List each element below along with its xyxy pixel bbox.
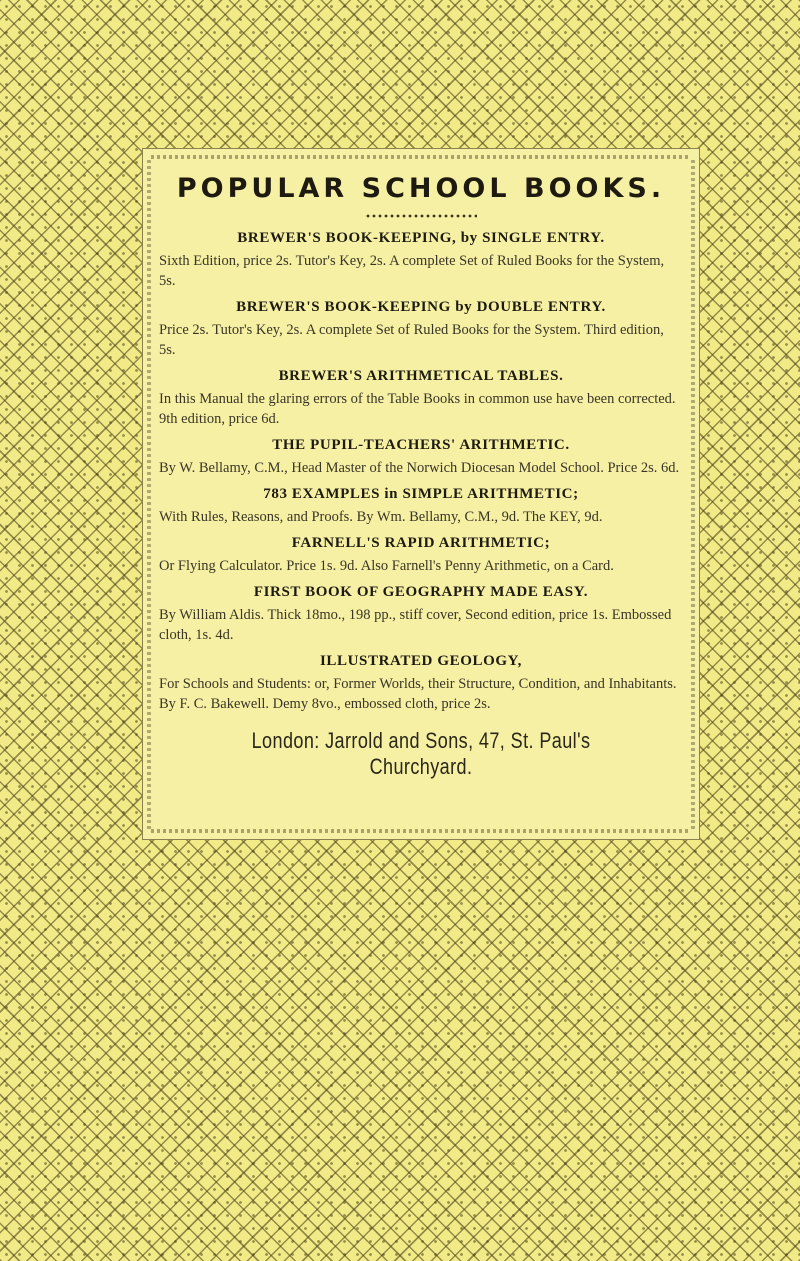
page-title: POPULAR SCHOOL BOOKS.	[176, 173, 666, 204]
book-entry	[159, 653, 683, 714]
book-entry	[159, 230, 683, 291]
book-description: Price 2s. Tutor's Key, 2s. A complete Set of Ruled Books for the System. Third edition, 5s.	[159, 322, 664, 358]
book-entry	[159, 299, 683, 360]
book-heading: ILLUSTRATED GEOLOGY,	[319, 653, 523, 669]
book-entry	[159, 535, 683, 576]
left-border-ornament	[147, 159, 151, 829]
book-description: Sixth Edition, price 2s. Tutor's Key, 2s. A complete Set of Ruled Books for the System, 5s.	[159, 253, 665, 289]
title-ornament	[365, 212, 477, 220]
book-heading: FIRST BOOK OF GEOGRAPHY MADE EASY.	[253, 584, 589, 600]
right-border-ornament	[691, 159, 695, 829]
book-entry	[159, 584, 683, 645]
book-description: By William Aldis. Thick 18mo., 198 pp., stiff cover, Second edition, price 1s. Embossed cloth, 1s. 4d.	[159, 607, 672, 643]
publisher-imprint: London: Jarrold and Sons, 47, St. Paul's Churchyard.	[251, 728, 591, 779]
book-description: For Schools and Students: or, Former Worlds, their Structure, Condition, and Inhabitants. By F. C. Bakewell. Demy 8vo., embossed cloth, price 2s.	[159, 676, 677, 712]
book-entry	[159, 437, 683, 478]
book-entry	[159, 368, 683, 429]
book-heading: FARNELL'S RAPID ARITHMETIC;	[291, 535, 551, 551]
book-entry	[159, 486, 683, 527]
book-description: In this Manual the glaring errors of the Table Books in common use have been corrected. 9th edition, price 6d.	[159, 391, 676, 427]
book-heading: THE PUPIL-TEACHERS' ARITHMETIC.	[272, 437, 570, 453]
advertisement-panel	[142, 148, 700, 840]
book-heading: BREWER'S BOOK-KEEPING by DOUBLE ENTRY.	[236, 299, 606, 315]
book-description: Or Flying Calculator. Price 1s. 9d. Also Farnell's Penny Arithmetic, on a Card.	[159, 558, 614, 574]
book-heading: BREWER'S BOOK-KEEPING, by SINGLE ENTRY.	[237, 230, 605, 246]
book-heading: 783 EXAMPLES in SIMPLE ARITHMETIC;	[263, 486, 579, 502]
book-description: With Rules, Reasons, and Proofs. By Wm. Bellamy, C.M., 9d. The KEY, 9d.	[159, 509, 603, 525]
book-description: By W. Bellamy, C.M., Head Master of the Norwich Diocesan Model School. Price 2s. 6d.	[159, 460, 680, 476]
book-heading: BREWER'S ARITHMETICAL TABLES.	[278, 368, 564, 384]
